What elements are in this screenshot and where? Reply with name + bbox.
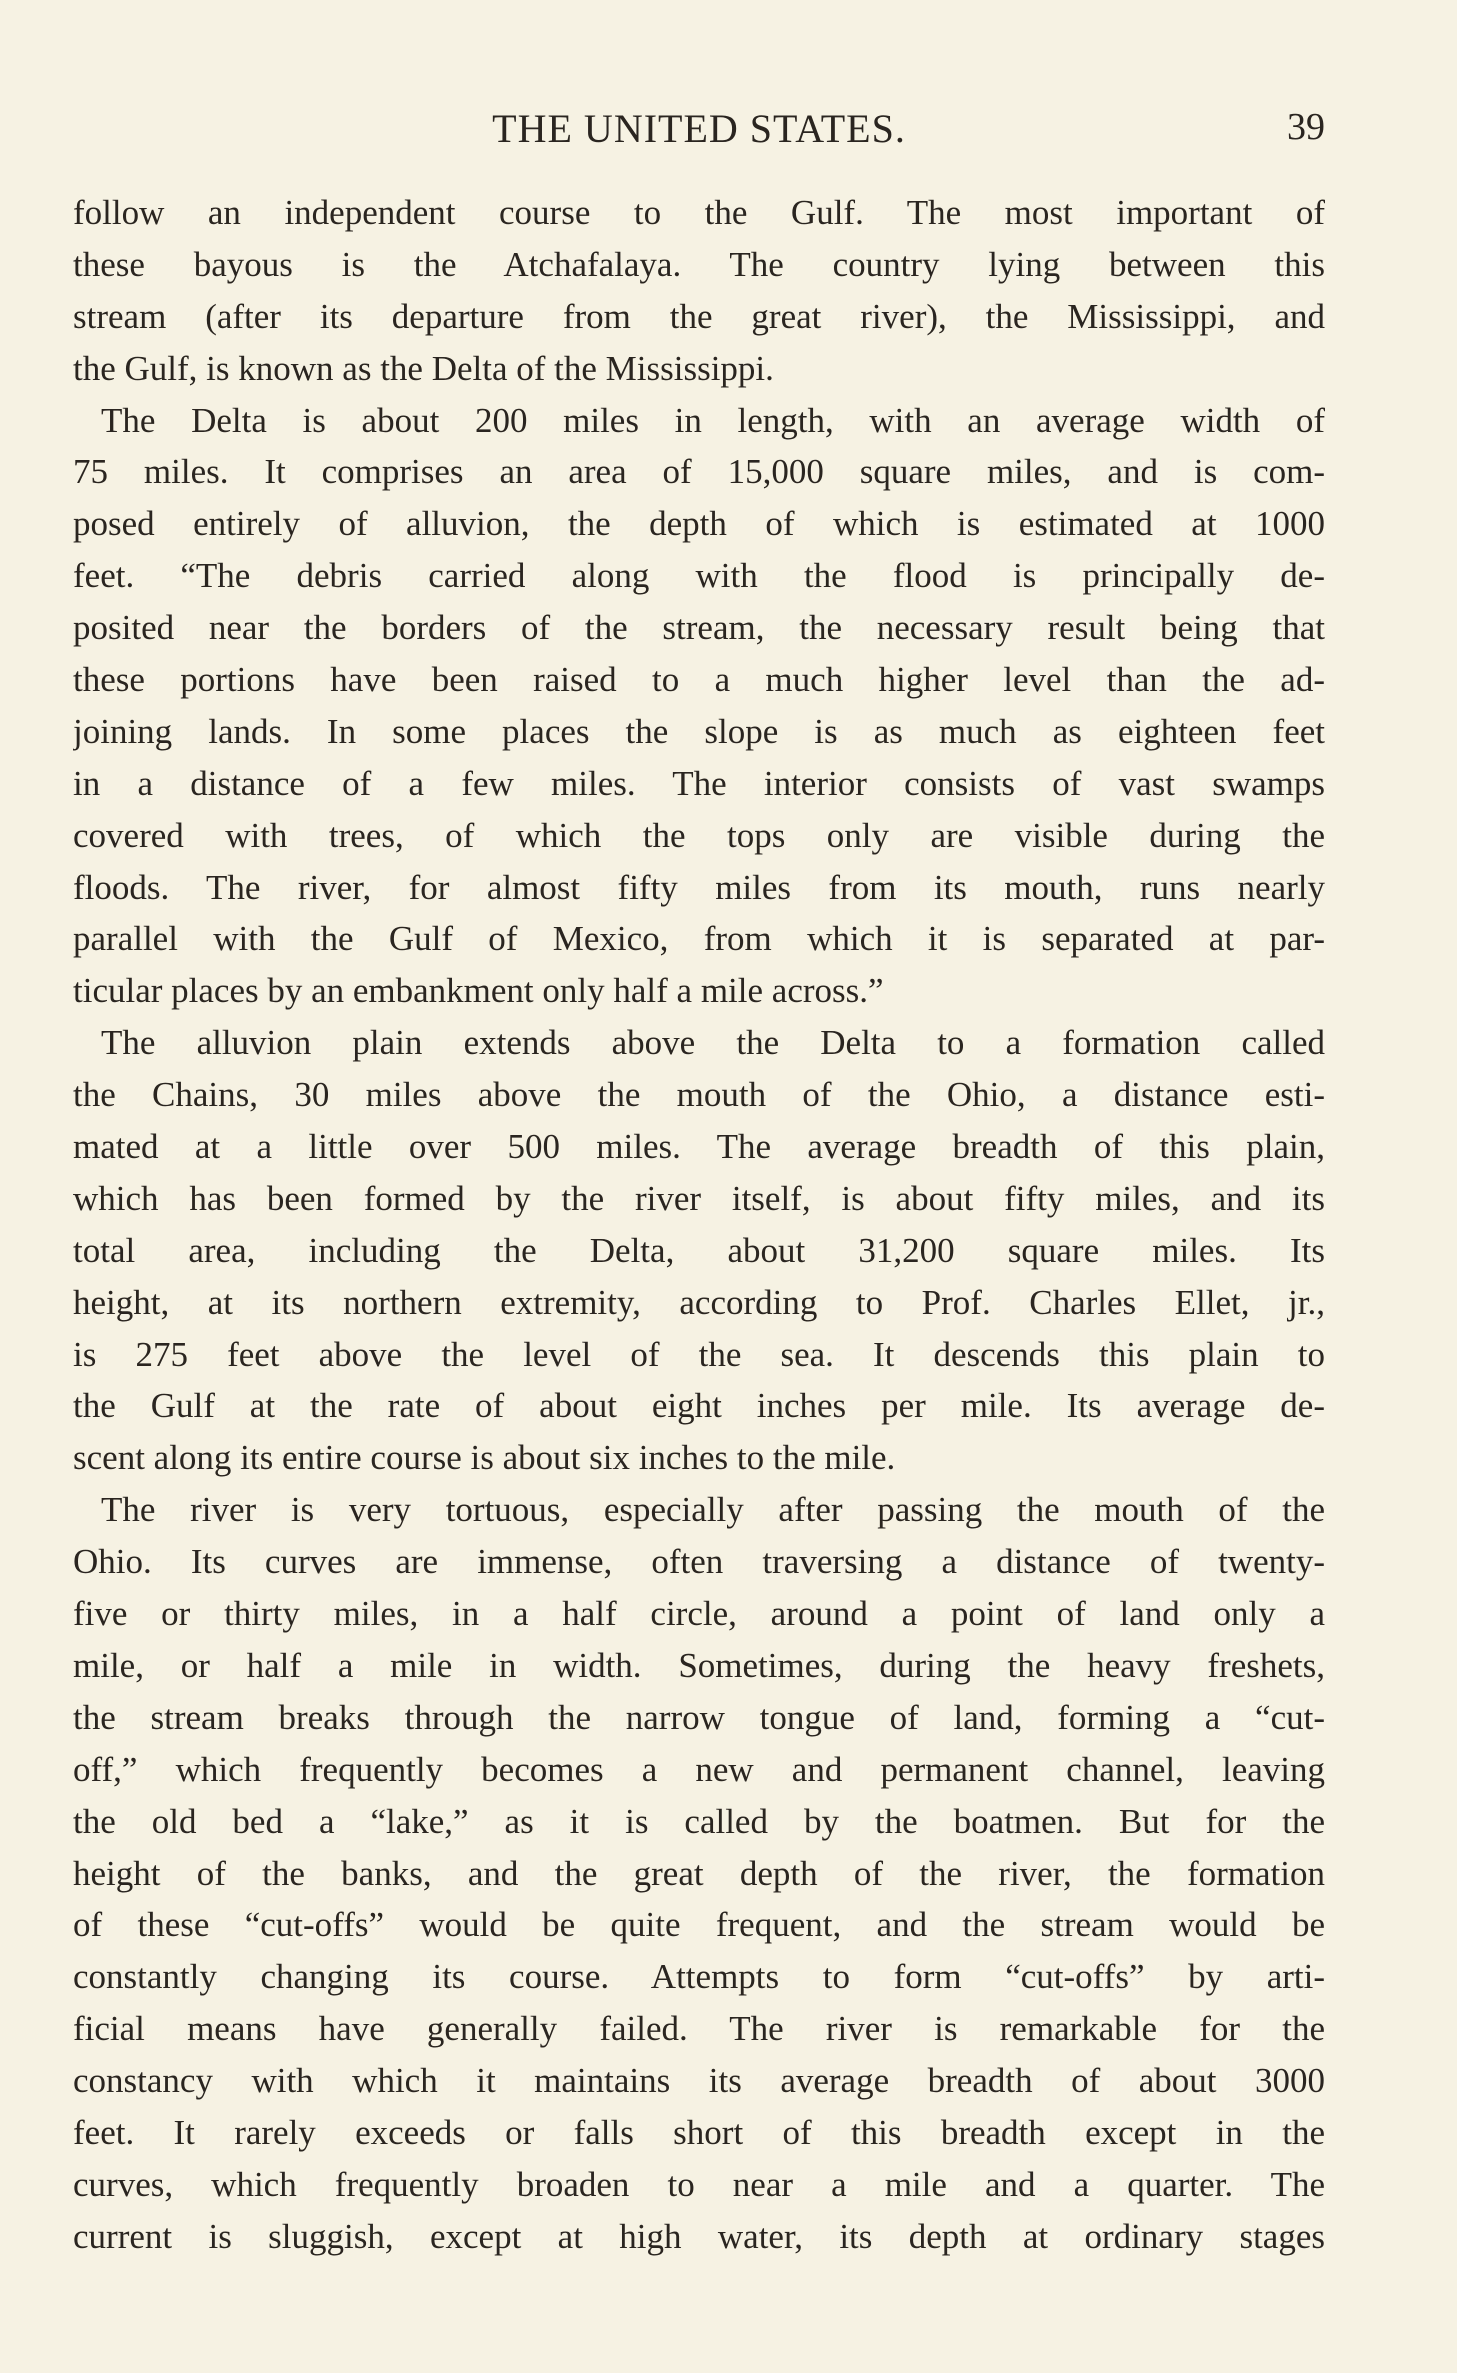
page-number: 39 — [1287, 106, 1325, 148]
text-line: is 275 feet above the level of the sea. It descends this plain to — [73, 1334, 1325, 1374]
text-line: the Gulf, is known as the Delta of the Mississippi. — [73, 348, 774, 388]
text-line: The river is very tortuous, especially after passing the mouth of the — [101, 1490, 1325, 1530]
text-line: The alluvion plain extends above the Delta to a formation called — [101, 1023, 1325, 1063]
text-line: constantly changing its course. Attempts to form “cut-offs” by arti- — [73, 1957, 1325, 1997]
text-line: current is sluggish, except at high water, its depth at ordinary stages — [73, 2216, 1325, 2256]
text-line: parallel with the Gulf of Mexico, from which it is separated at par- — [73, 919, 1325, 959]
text-line: total area, including the Delta, about 31,200 square miles. Its — [73, 1230, 1325, 1270]
text-line: covered with trees, of which the tops only are visible during the — [73, 815, 1325, 855]
text-line: posited near the borders of the stream, the necessary result being that — [73, 608, 1325, 648]
text-line: of these “cut-offs” would be quite frequent, and the stream would be — [73, 1905, 1325, 1945]
text-line: which has been formed by the river itself, is about fifty miles, and its — [73, 1178, 1325, 1218]
text-line: curves, which frequently broaden to near a mile and a quarter. The — [73, 2164, 1325, 2204]
text-line: the stream breaks through the narrow tongue of land, forming a “cut- — [73, 1697, 1325, 1737]
text-line: mated at a little over 500 miles. The average breadth of this plain, — [73, 1127, 1325, 1167]
text-line: ticular places by an embankment only half a mile across.” — [73, 971, 884, 1011]
text-line: stream (after its departure from the great river), the Mississippi, and — [73, 296, 1325, 336]
text-line: constancy with which it maintains its average breadth of about 3000 — [73, 2061, 1325, 2101]
running-title: THE UNITED STATES. — [492, 106, 906, 151]
text-line: feet. “The debris carried along with the flood is principally de- — [73, 556, 1325, 596]
text-line: off,” which frequently becomes a new and permanent channel, leaving — [73, 1749, 1325, 1789]
text-line: feet. It rarely exceeds or falls short of this breadth except in the — [73, 2112, 1325, 2152]
running-head — [73, 105, 1325, 155]
text-line: 75 miles. It comprises an area of 15,000 square miles, and is com- — [73, 452, 1325, 492]
text-line: scent along its entire course is about six inches to the mile. — [73, 1438, 896, 1478]
text-line: mile, or half a mile in width. Sometimes, during the heavy freshets, — [73, 1645, 1325, 1685]
text-line: floods. The river, for almost fifty miles from its mouth, runs nearly — [73, 867, 1325, 907]
text-line: follow an independent course to the Gulf. The most important of — [73, 193, 1325, 232]
body-text — [73, 187, 1325, 2263]
text-line: the old bed a “lake,” as it is called by the boatmen. But for the — [73, 1801, 1325, 1841]
text-line: five or thirty miles, in a half circle, around a point of land only a — [73, 1594, 1325, 1634]
text-line: The Delta is about 200 miles in length, with an average width of — [101, 400, 1325, 440]
text-line: in a distance of a few miles. The interior consists of vast swamps — [73, 763, 1325, 803]
text-line: joining lands. In some places the slope is as much as eighteen feet — [73, 711, 1325, 751]
text-line: the Chains, 30 miles above the mouth of the Ohio, a distance esti- — [73, 1075, 1325, 1115]
text-line: height, at its northern extremity, according to Prof. Charles Ellet, jr., — [73, 1282, 1325, 1322]
text-line: these portions have been raised to a much higher level than the ad- — [73, 660, 1325, 700]
text-line: the Gulf at the rate of about eight inches per mile. Its average de- — [73, 1386, 1325, 1426]
text-line: height of the banks, and the great depth of the river, the formation — [73, 1853, 1325, 1893]
text-line: posed entirely of alluvion, the depth of which is estimated at 1000 — [73, 504, 1325, 544]
text-line: ficial means have generally failed. The river is remarkable for the — [73, 2009, 1325, 2049]
text-line: Ohio. Its curves are immense, often traversing a distance of twenty- — [73, 1542, 1325, 1582]
text-line: these bayous is the Atchafalaya. The country lying between this — [73, 244, 1325, 284]
